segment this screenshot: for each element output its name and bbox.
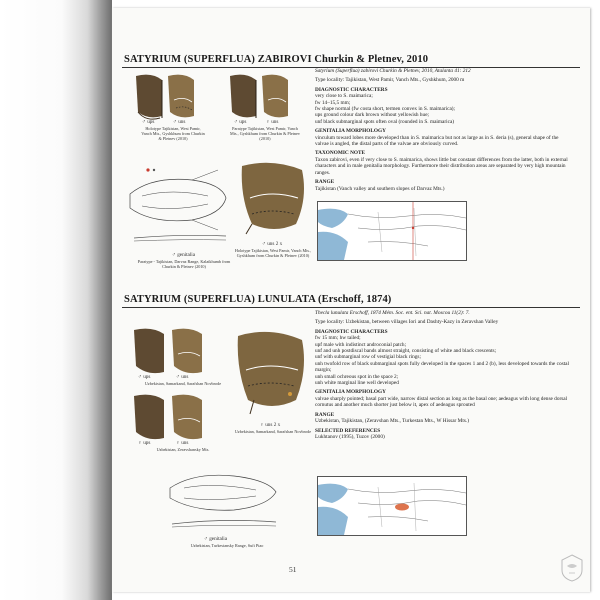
butterfly-ups-3 [134, 329, 164, 373]
publisher-logo-icon [560, 554, 584, 582]
species-1-diag-head: DIAGNOSTIC CHARACTERS [315, 86, 388, 93]
caption-species-2-bottom: Uzbekistan, Zeravshansky Mts. [156, 447, 210, 452]
species-2-refs-head: SELECTED REFERENCES [315, 427, 381, 434]
label-ups-1: ♂ ups [142, 119, 155, 125]
species-1-title: SATYRIUM (SUPERFLUA) ZABIROVI Churkin & Pletnev, 2010 [124, 54, 429, 65]
species-2-diag-7: unh white marginal line well developed [315, 380, 399, 387]
species-2-butterfly-grid [130, 326, 230, 448]
species-2-diag-head: DIAGNOSTIC CHARACTERS [315, 328, 388, 335]
butterfly-ups-4 [134, 395, 164, 439]
butterfly-uns-big-2 [230, 326, 312, 420]
caption-holotype: Holotype Tajikistan, West Pamir, Vanch Mts., Gyshkhum from Churkin & Pletnev (2010) [141, 126, 205, 141]
species-2-diag-5: unh twofold row of black submarginal spots fully developed in the spaces 1 and 2 (b), less developed towards the costal margin; [315, 360, 569, 374]
butterfly-uns-1 [168, 75, 194, 118]
species-1-diag-4: ups ground colour dark brown without yellowish hue; [315, 112, 430, 119]
species-1-diag-2: fw 14–15,5 mm; [315, 99, 351, 106]
species-1-taxonomic: Taxon zabirovi, even if very close to S. maimarica, shows little but constant differences from the latter, both in external characters and in male genitalia morphology. Furthermore their distribution areas are separated by very high mountain ranges. [315, 156, 568, 176]
species-2-range-head: RANGE [315, 411, 335, 418]
butterfly-ups-1 [136, 75, 162, 119]
label-uns-3: ♂ uns [176, 374, 189, 380]
butterfly-ups-2 [230, 75, 256, 118]
label-genitalia-2: ♂ genitalia [204, 536, 228, 542]
genitalia-drawing-2 [164, 466, 284, 536]
species-2-diag-1: fw 15 mm; hw tailed; [315, 335, 361, 342]
butterfly-uns-4 [172, 395, 202, 439]
species-2-diag-3: unf and unh postdiscal bands almost straight, consisting of white and black crescents; [315, 348, 497, 355]
caption-species-2-top: Uzbekistan, Samarkand, Sarafshan Novbrode [144, 381, 222, 386]
caption-genitalia-1: Paratype - Tajikistan, Darvaz Range, Kalaikhumb from Churkin & Pletnev (2010) [137, 259, 231, 269]
butterfly-uns-3 [172, 329, 202, 373]
page-number: 51 [289, 565, 297, 574]
range-map-1 [317, 201, 467, 261]
species-1-genitalia: vinculum toward lobes more developed than in S. maimarica but not as large as in S. deria (s), general shape of the valvae is angled, the distal parts of the valvae are obviously curved. [315, 134, 559, 148]
species-1-gen-head: GENITALIA MORPHOLOGY [315, 128, 386, 135]
caption-big-1: Holotype Tajikistan, West Pamir, Vanch Mts., Gyshkhum from Churkin & Pletnev (2010) [234, 248, 312, 258]
species-1-diag-3: fw shape normal (fw costa short, termen convex in S. maimarica); [315, 106, 456, 113]
label-uns-1: ♂ uns [173, 119, 186, 125]
species-1-range-head: RANGE [315, 179, 335, 186]
caption-genitalia-2: Uzbekistan, Turkestansky Range, Sufi Piao [190, 543, 264, 548]
butterfly-uns-2 [262, 75, 288, 118]
species-2-diag-6: unh small ochreous spot in the space 2; [315, 373, 399, 380]
species-2-genitalia: valvae sharply pointed; basal part wide, narrow distal section as long as the basal one; aedeagus with long dense dorsal cornutus and another much shorter just below it, apex of aedeagus sprouted [315, 395, 568, 409]
book-page [112, 8, 590, 592]
label-ups-3: ♂ ups [138, 374, 151, 380]
species-1-diag-1: very close to S. maimarica; [315, 93, 373, 100]
caption-paratype: Paratype Tajikistan, West Pamir, Vanch Mts., Gyshkhum from Churkin & Pletnev (2010) [230, 126, 300, 141]
label-ups-4: ♀ ups [138, 440, 151, 446]
book-gutter-shadow [0, 0, 112, 600]
label-ups-2: ♂ ups [234, 119, 247, 125]
label-big-1: ♂ uns 2 x [262, 241, 283, 247]
species-1-text [315, 68, 571, 195]
species-1-intro: Satyrium (Superflua) zabirovi Churkin & Pletnev, 2010, Atalanta 41: 212 [315, 68, 471, 74]
species-2-refs: Lukhtanov (1995), Tuzov (2000) [315, 433, 385, 440]
species-2-intro: Thecla lunulata Erschoff, 1874 Mém. Soc. ent. Sci. nat. Moscou 11(2): 7. [315, 310, 470, 316]
species-2-text [315, 310, 571, 443]
species-2-title: SATYRIUM (SUPERFLUA) LUNULATA (Erschoff, 1874) [124, 294, 392, 305]
species-2-diag-4: unf with submarginal row of vestigial black rings; [315, 354, 421, 361]
butterfly-uns-big-1 [232, 158, 314, 240]
label-uns-2: ♀ uns [266, 119, 279, 125]
caption-big-2: Uzbekistan, Samarkand, Sarafshan Novbrode [234, 429, 312, 434]
genitalia-drawing-1 [122, 164, 234, 252]
species-1-tax-head: TAXONOMIC NOTE [315, 150, 366, 157]
species-1-range: Tajikistan (Vanch valley and southern slopes of Darvaz Mts.) [315, 185, 445, 192]
species-2-diag-2: upf male with indistinct androconial patch; [315, 341, 407, 348]
label-genitalia-1: ♂ genitalia [172, 252, 196, 258]
label-uns-4: ♀ uns [176, 440, 189, 446]
label-big-2: ♀ uns 2 x [260, 422, 281, 428]
species-2-type-locality: Type locality: Uzbekistan, between villages Iori and Dashty-Kazy in Zeravshan Valley [315, 319, 499, 326]
species-1-type-locality: Type locality: Tajikistan, West Pamir, Vanch Mts., Gyshkhum, 2000 m [315, 77, 465, 84]
range-map-2 [317, 476, 467, 536]
species-1-diag-5: unf black submarginal spots often oval (rounded in S. maimarica) [315, 118, 455, 125]
species-2-gen-head: GENITALIA MORPHOLOGY [315, 389, 386, 396]
species-2-range: Uzbekistan, Tajikistan, (Zeravshan Mts., Turkestan Mts., W Hissar Mts.) [315, 418, 469, 425]
title-rule-2 [122, 307, 580, 308]
